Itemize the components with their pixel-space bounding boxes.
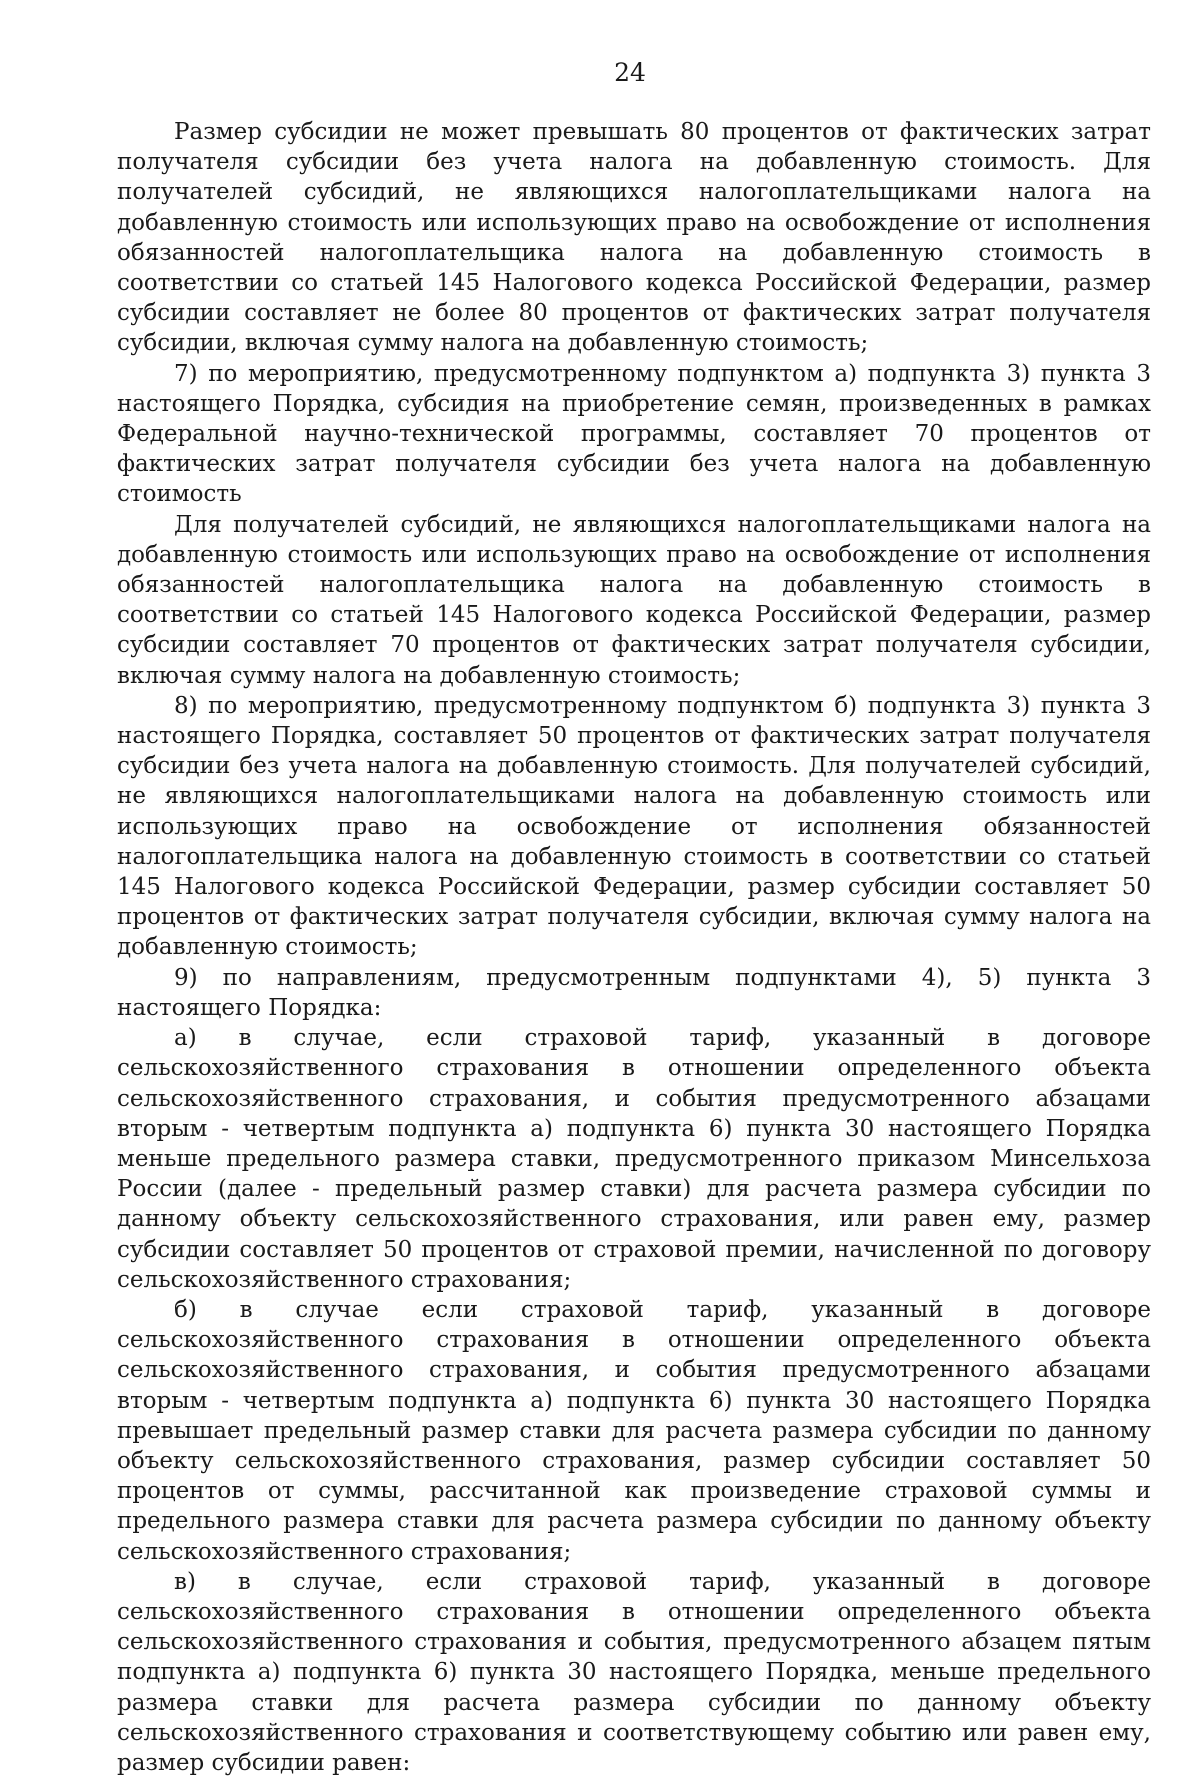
paragraph-item-9v: в) в случае, если страховой тариф, указанный в договоре сельскохозяйственного страхования в отношении определенного объекта сельскохозяйственного страхования и события, предусмотренного абзацем пятым подпункта а) подпункта 6) пункта 30 настоящего Порядка, меньше предельного размера ставки для расчета размера субсидии по данному объекту сельскохозяйственного страхования и соответствующему событию или равен ему, размер субсидии равен: [117, 1568, 1151, 1776]
paragraph-item-7-vat-exempt: Для получателей субсидий, не являющихся налогоплательщиками налога на добавленную стоимость или использующих право на освобождение от исполнения обязанностей налогоплательщика налога на добавленную стоимость в соответствии со статьей 145 Налогового кодекса Российской Федерации, размер субсидии составляет 70 процентов от фактических затрат получателя субсидии, включая сумму налога на добавленную стоимость; [117, 511, 1151, 689]
paragraph-item-8: 8) по мероприятию, предусмотренному подпунктом б) подпункта 3) пункта 3 настоящего Порядка, составляет 50 процентов от фактических затрат получателя субсидии без учета налога на добавленную стоимость. Для получателей субсидий, не являющихся налогоплательщиками налога на добавленную стоимость или использующих право на освобождение от исполнения обязанностей налогоплательщика налога на добавленную стоимость в соответствии со статьей 145 Налогового кодекса Российской Федерации, размер субсидии составляет 50 процентов от фактических затрат получателя субсидии, включая сумму налога на добавленную стоимость; [117, 692, 1151, 961]
paragraph-subsidy-limit: Размер субсидии не может превышать 80 процентов от фактических затрат получателя субсидии без учета налога на добавленную стоимость. Для получателей субсидий, не являющихся налогоплательщиками налога на добавленную стоимость или использующих право на освобождение от исполнения обязанностей налогоплательщика налога на добавленную стоимость в соответствии со статьей 145 Налогового кодекса Российской Федерации, размер субсидии составляет не более 80 процентов от фактических затрат получателя субсидии, включая сумму налога на добавленную стоимость; [117, 119, 1151, 357]
document-body [117, 117, 1151, 1778]
page-number: 24 [614, 58, 646, 87]
paragraph-item-9a: а) в случае, если страховой тариф, указанный в договоре сельскохозяйственного страхования в отношении определенного объекта сельскохозяйственного страхования, и события предусмотренного абзацами вторым - четвертым подпункта а) подпункта 6) пункта 30 настоящего Порядка меньше предельного размера ставки, предусмотренного приказом Минсельхоза России (далее - предельный размер ставки) для расчета размера субсидии по данному объекту сельскохозяйственного страхования, или равен ему, размер субсидии составляет 50 процентов от страховой премии, начисленной по договору сельскохозяйственного страхования; [117, 1025, 1151, 1293]
paragraph-item-9b: б) в случае если страховой тариф, указанный в договоре сельскохозяйственного страхования в отношении определенного объекта сельскохозяйственного страхования, и события предусмотренного абзацами вторым - четвертым подпункта а) подпункта 6) пункта 30 настоящего Порядка превышает предельный размер ставки для расчета размера субсидии по данному объекту сельскохозяйственного страхования, размер субсидии составляет 50 процентов от суммы, рассчитанной как произведение страховой суммы и предельного размера ставки для расчета размера субсидии по данному объекту сельскохозяйственного страхования; [117, 1296, 1151, 1565]
paragraph-item-7: 7) по мероприятию, предусмотренному подпунктом а) подпункта 3) пункта 3 настоящего Порядка, субсидия на приобретение семян, произведенных в рамках Федеральной научно-технической программы, составляет 70 процентов от фактических затрат получателя субсидии без учета налога на добавленную стоимость [117, 360, 1151, 508]
paragraph-item-9: 9) по направлениям, предусмотренным подпунктами 4), 5) пункта 3 настоящего Порядка: [117, 964, 1151, 1021]
